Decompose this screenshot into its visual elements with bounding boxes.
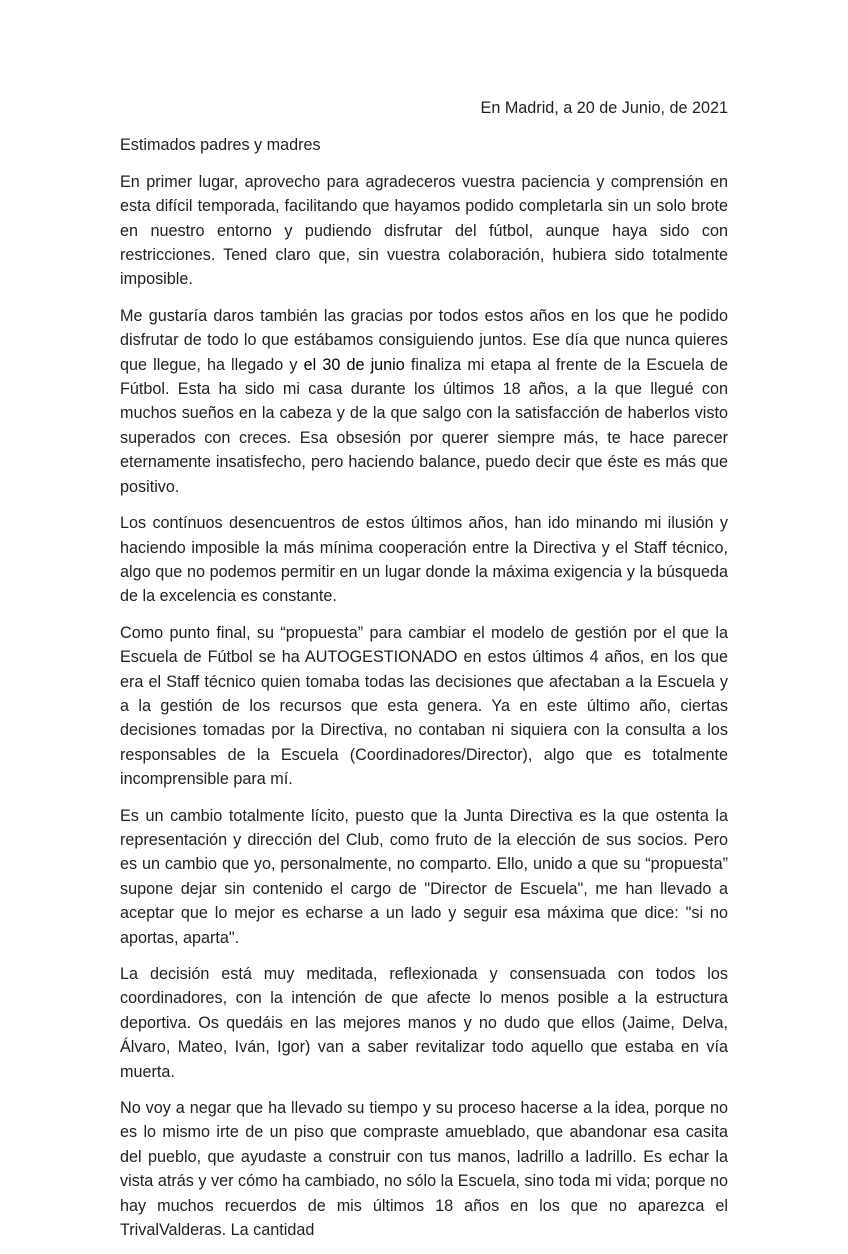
letter-date: En Madrid, a 20 de Junio, de 2021	[480, 99, 728, 117]
paragraph-2-start: Me gustaría daros también las gracias por todos estos años en los que he podido disfrutar de todo lo que estábamos consiguiendo juntos. Ese día que nunca quieres que llegue, ha llegado y	[120, 306, 728, 374]
paragraph-4: Como punto final, su “propuesta” para cambiar el modelo de gestión por el que la Escuela de Fútbol se ha AUTOGESTIONADO en estos últimos 4 años, en los que era el Staff técnico quien tomaba todas las decisiones que afectaban a la Escuela y a la gestión de los recursos que esta genera. Ya en este último año, ciertas decisiones tomadas por la Directiva, no contaban ni siquiera con la consulta a los responsables de la Escuela (Coordinadores/Director), algo que es totalmente incomprensible para mí.	[120, 623, 728, 789]
letter-page	[120, 96, 728, 1254]
paragraph-5: Es un cambio totalmente lícito, puesto que la Junta Directiva es la que ostenta la representación y dirección del Club, como fruto de la elección de sus socios. Pero es un cambio que yo, personalmente, no comparto. Ello, unido a que su “propuesta” supone dejar sin contenido el cargo de "Director de Escuela", me han llevado a aceptar que lo mejor es echarse a un lado y seguir esa máxima que dice: "si no aportas, aparta".	[120, 806, 728, 947]
paragraph-2	[120, 304, 728, 499]
paragraph-3: Los contínuos desencuentros de estos últimos años, han ido minando mi ilusión y haciendo imposible la más mínima cooperación entre la Directiva y el Staff técnico, algo que no podemos permitir en un lugar donde la máxima exigencia y la búsqueda de la excelencia es constante.	[120, 514, 728, 606]
paragraph-7: No voy a negar que ha llevado su tiempo y su proceso hacerse a la idea, porque no es lo mismo irte de un piso que compraste amueblado, que abandonar esa casita del pueblo, que ayudaste a construir con tus manos, ladrillo a ladrillo. Es echar la vista atrás y ver cómo ha cambiado, no sólo la Escuela, sino toda mi vida; porque no hay muchos recuerdos de mis últimos 18 años en los que no aparezca el TrivalValderas. La cantidad	[120, 1099, 728, 1240]
paragraph-2-end: finaliza mi etapa al frente de la Escuela de Fútbol. Esta ha sido mi casa durante los últimos 18 años, a la que llegué con muchos sueños en la cabeza y de la que salgo con la satisfacción de haberlos visto superados con creces. Esa obsesión por querer siempre más, te hace parecer eternamente insatisfecho, pero haciendo balance, puedo decir que éste es más que positivo.	[120, 355, 728, 496]
paragraph-1: En primer lugar, aprovecho para agradeceros vuestra paciencia y comprensión en esta difícil temporada, facilitando que hayamos podido completarla sin un solo brote en nuestro entorno y pudiendo disfrutar del fútbol, aunque haya sido con restricciones. Tened claro que, sin vuestra colaboración, hubiera sido totalmente imposible.	[120, 172, 728, 289]
highlighted-date: el 30 de junio	[303, 355, 405, 374]
paragraph-6: La decisión está muy meditada, reflexionada y consensuada con todos los coordinadores, con la intención de que afecte lo menos posible a la estructura deportiva. Os quedáis en las mejores manos y no dudo que ellos (Jaime, Delva, Álvaro, Mateo, Iván, Igor) van a saber revitalizar todo aquello que estaba en vía muerta.	[120, 965, 728, 1081]
letter-greeting: Estimados padres y madres	[120, 136, 321, 155]
